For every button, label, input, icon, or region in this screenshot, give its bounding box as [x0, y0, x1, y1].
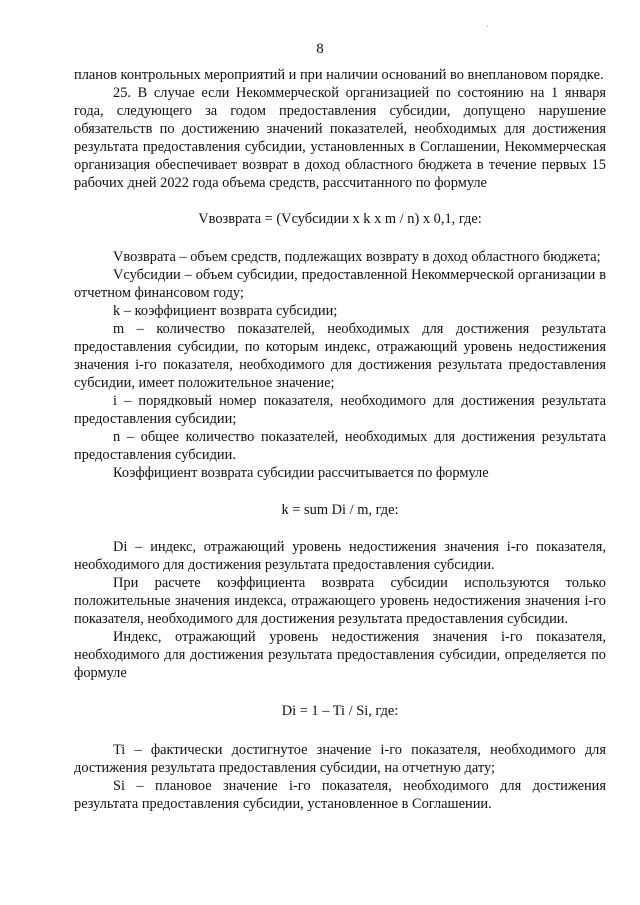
formula-coefficient: k = sum Di / m, где:: [281, 502, 399, 518]
definition-si: Si – плановое значение i-го показателя, необходимого для достижения результата предоставления субсидии, установленное в Соглашении.: [74, 778, 606, 812]
paragraph-continuation: планов контрольных мероприятий и при наличии оснований во внеплановом порядке.: [74, 67, 604, 83]
document-body: [74, 66, 606, 813]
paragraph-clause-25: 25. В случае если Некоммерческой организацией по состоянию на 1 января года, следующего за годом предоставления субсидии, допущено нарушение обязательств по достижению значений показателей, необходимых для достижения результата предоставления субсидии, установленных в Соглашении, Некоммерческая организация обеспечивает возврат в доход областного бюджета в течение первых 15 рабочих дней 2022 года объема средств, рассчитанного по формуле: [74, 85, 606, 191]
page-number: 8: [316, 41, 324, 57]
definition-k: k – коэффициент возврата субсидии;: [113, 303, 338, 319]
definition-m: m – количество показателей, необходимых для достижения результата предоставления субсидии, по которым индекс, отражающий уровень недостижения значения i-го показателя, необходимого для достижения результата предоставления субсидии, имеет положительное значение;: [74, 321, 606, 391]
definition-v-refund: Vвозврата – объем средств, подлежащих возврату в доход областного бюджета;: [113, 249, 601, 265]
paragraph-positive-values: При расчете коэффициента возврата субсидии используются только положительные значения индекса, отражающего уровень недостижения значения i-го показателя, необходимого для достижения результата предоставления субсидии.: [74, 575, 606, 627]
paragraph-index-intro: Индекс, отражающий уровень недостижения значения i-го показателя, необходимого для достижения результата предоставления субсидии, определяется по формуле: [74, 629, 606, 681]
paragraph-coefficient-intro: Коэффициент возврата субсидии рассчитывается по формуле: [113, 465, 489, 481]
definition-di: Di – индекс, отражающий уровень недостижения значения i-го показателя, необходимого для достижения результата предоставления субсидии.: [74, 539, 606, 573]
definition-n: n – общее количество показателей, необходимых для достижения результата предоставления субсидии.: [74, 429, 606, 463]
definition-i: i – порядковый номер показателя, необходимого для достижения результата предоставления субсидии;: [74, 393, 606, 427]
formula-index: Di = 1 – Ti / Si, где:: [281, 703, 399, 719]
definition-v-subsidy: Vсубсидии – объем субсидии, предоставленной Некоммерческой организации в отчетном финансовом году;: [74, 267, 606, 301]
scan-speck: ·: [486, 22, 489, 31]
formula-refund-volume: Vвозврата = (Vсубсидии x k x m / n) x 0,1, где:: [198, 211, 482, 227]
definition-ti: Ti – фактически достигнутое значение i-го показателя, необходимого для достижения результата предоставления субсидии, на отчетную дату;: [74, 742, 606, 776]
